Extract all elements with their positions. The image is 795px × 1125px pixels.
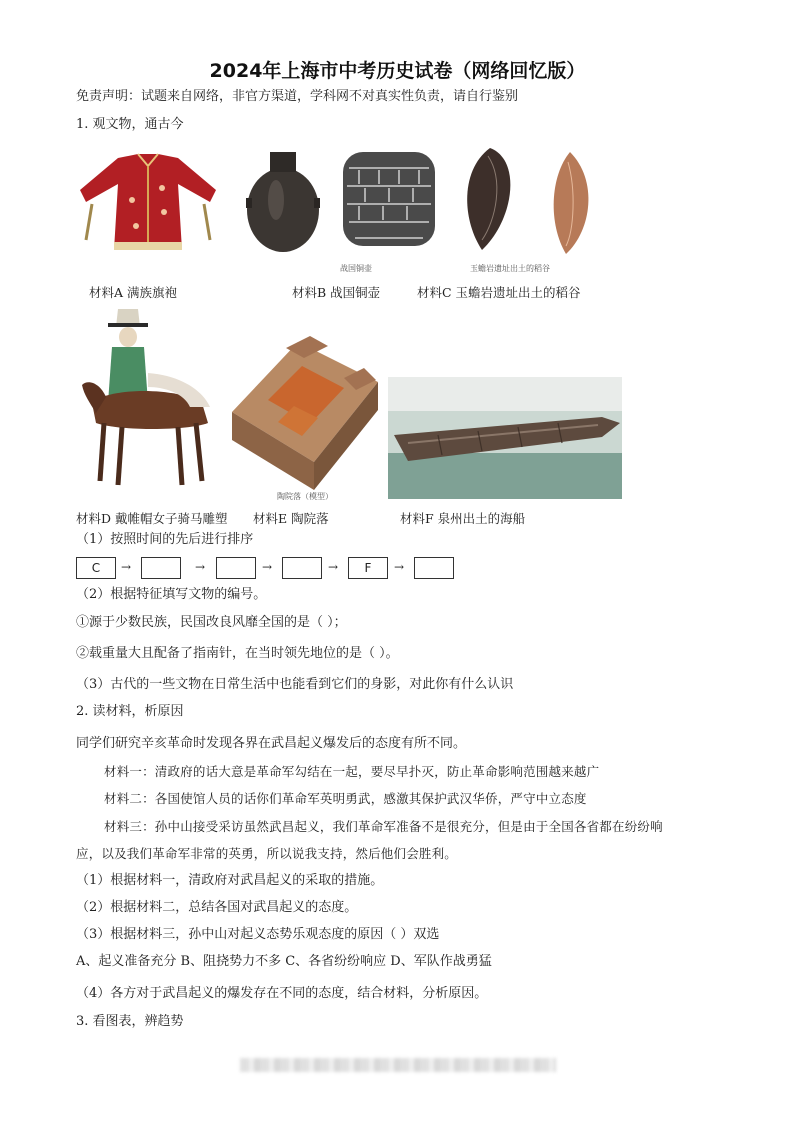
sequence-arrow: → — [394, 560, 405, 574]
bronze-pot-image — [238, 150, 328, 260]
sequence-box-1: C — [76, 557, 116, 579]
sequence-box-3 — [216, 557, 256, 579]
caption-material-a: 材料A 满族旗袍 — [89, 285, 178, 300]
caption-material-d: 材料D 戴帷帽女子骑马雕塑 — [76, 511, 228, 526]
sequence-box-5: F — [348, 557, 388, 579]
caption-material-b: 材料B 战国铜壶 — [292, 285, 381, 300]
caption-material-e: 材料E 陶院落 — [253, 511, 329, 526]
horse-rider-figure-image — [78, 303, 218, 503]
sequence-box-2 — [141, 557, 181, 579]
q2-sub3: （3）根据材料三，孙中山对起义态势乐观态度的原因（ ）双选 — [76, 927, 440, 942]
q1-sub1: （1）按照时间的先后进行排序 — [76, 532, 254, 547]
bronze-pattern-image — [335, 150, 443, 255]
q1-sub3: （3）古代的一些文物在日常生活中也能看到它们的身影，对此你有什么认识 — [76, 677, 514, 692]
pottery-courtyard-image — [218, 322, 384, 500]
q2-material-3-line2: 应，以及我们革命军非常的英勇，所以说我支持，然后他们会胜利。 — [76, 846, 458, 861]
q2-sub2: （2）根据材料二，总结各国对武昌起义的态度。 — [76, 900, 358, 915]
q2-material-2: 材料二：各国使馆人员的话你们革命军英明勇武，感激其保护武汉华侨，严守中立态度 — [104, 791, 587, 806]
q2-intro: 同学们研究辛亥革命时发现各界在武昌起义爆发后的态度有所不同。 — [76, 736, 467, 751]
sequence-box-4 — [282, 557, 322, 579]
q2-material-3-line1: 材料三：孙中山接受采访虽然武昌起义，我们革命军准备不是很充分，但是由于全国各省都在纷纷响 — [104, 819, 663, 834]
blurred-footer-watermark — [240, 1058, 556, 1072]
caption-material-c: 材料C 玉蟾岩遗址出土的稻谷 — [417, 285, 581, 300]
quanzhou-ship-image — [388, 377, 622, 499]
q2-heading: 2. 读材料，析原因 — [76, 704, 184, 719]
sequence-box-6 — [414, 557, 454, 579]
rice-grain-image — [452, 140, 610, 260]
q3-heading: 3. 看图表，辨趋势 — [76, 1014, 184, 1029]
pottery-image-label: 陶院落（模型） — [277, 492, 333, 501]
q2-material-1: 材料一：清政府的话大意是革命军勾结在一起，要尽早扑灭，防止革命影响范围越来越广 — [104, 764, 600, 779]
q2-options: A、起义准备充分 B、阻挠势力不多 C、各省纷纷响应 D、军队作战勇猛 — [76, 954, 492, 969]
q1-sub2-item-a: ①源于少数民族，民国改良风靡全国的是（ ）； — [76, 615, 347, 630]
disclaimer: 免责声明：试题来自网络，非官方渠道，学科网不对真实性负责，请自行鉴别 — [76, 89, 519, 104]
sequence-arrow: → — [262, 560, 273, 574]
q2-sub4: （4）各方对于武昌起义的爆发存在不同的态度，结合材料，分析原因。 — [76, 986, 488, 1001]
caption-material-f: 材料F 泉州出土的海船 — [400, 511, 526, 526]
rice-image-label: 玉蟾岩遗址出土的稻谷 — [470, 264, 550, 273]
q1-sub2-item-b: ②载重量大且配备了指南针，在当时领先地位的是（ ）。 — [76, 646, 399, 661]
sequence-arrow: → — [121, 560, 132, 574]
q1-sub2: （2）根据特征填写文物的编号。 — [76, 587, 267, 602]
sequence-arrow: → — [195, 560, 206, 574]
page-title: 2024年上海市中考历史试卷（网络回忆版） — [209, 60, 586, 82]
bronze-image-label: 战国铜壶 — [340, 264, 372, 273]
sequence-arrow: → — [328, 560, 339, 574]
q2-sub1: （1）根据材料一，清政府对武昌起义的采取的措施。 — [76, 873, 384, 888]
q1-heading: 1. 观文物，通古今 — [76, 117, 184, 132]
manchu-robe-image — [78, 150, 218, 260]
